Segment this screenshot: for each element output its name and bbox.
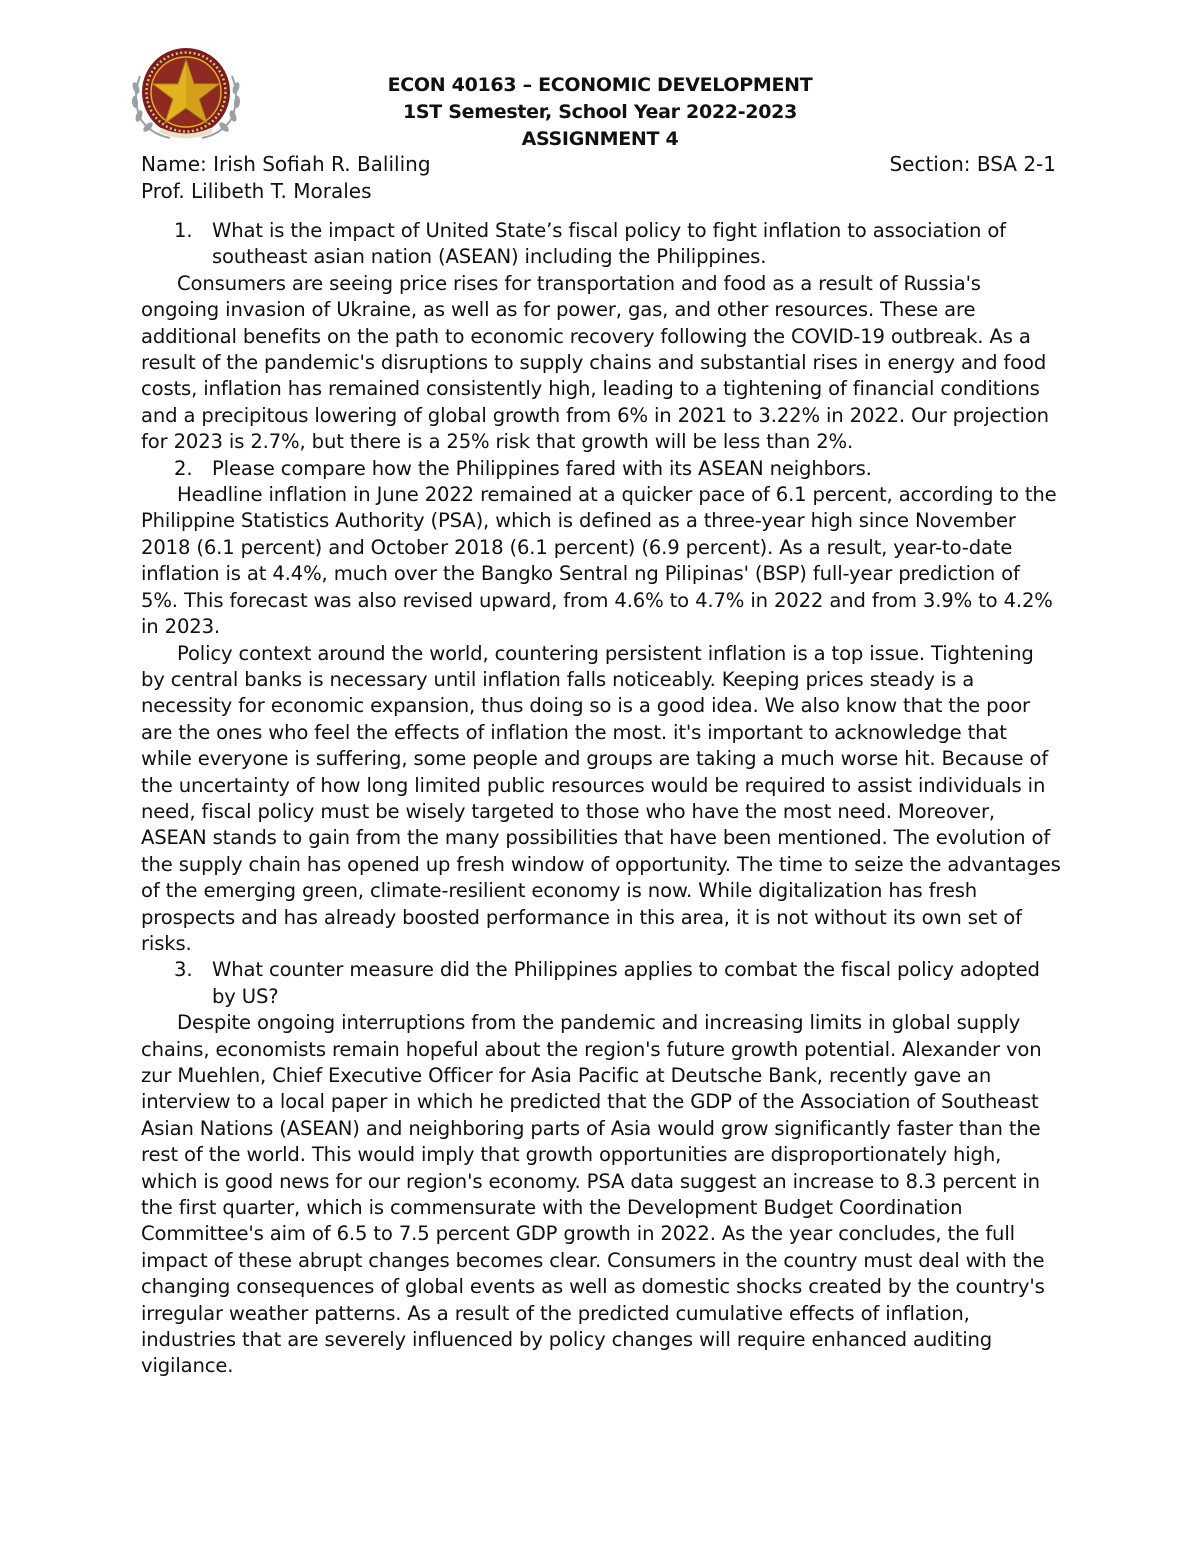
student-info <box>141 151 1056 205</box>
question-text: What is the impact of United State’s fiscal policy to fight inflation to association of southeast asian nation (ASEAN) including the Philippines. <box>212 219 1006 269</box>
answer-paragraph: Despite ongoing interruptions from the pandemic and increasing limits in global supply chains, economists remain hopeful about the region's future growth potential. Alexander von zur Muehlen, Chief Executive Officer for Asia Pacific at Deutsche Bank, recently gave an interview to a local paper in which he predicted that the GDP of the Association of Southeast Asian Nations (ASEAN) and neighboring parts of Asia would grow significantly faster than the rest of the world. This would imply that growth opportunities are disproportionately high, which is good news for our region's economy. PSA data suggest an increase to 8.3 percent in the first quarter, which is commensurate with the Development Budget Coordination Committee's aim of 6.5 to 7.5 percent GDP growth in 2022. As the year concludes, the full impact of these abrupt changes becomes clear. Consumers in the country must deal with the changing consequences of global events as well as domestic shocks created by the country's irregular weather patterns. As a result of the predicted cumulative effects of inflation, industries that are severely influenced by policy changes will require enhanced auditing vigilance. <box>141 1011 1045 1378</box>
answer-paragraph: Consumers are seeing price rises for transportation and food as a result of Russia's ongoing invasion of Ukraine, as well as for power, gas, and other resources. These are additional benefits on the path to economic recovery following the COVID-19 outbreak. As a result of the pandemic's disruptions to supply chains and substantial rises in energy and food costs, inflation has remained consistently high, leading to a tightening of financial conditions and a precipitous lowering of global growth from 6% in 2021 to 3.22% in 2022. Our projection for 2023 is 2.7%, but there is a 25% risk that growth will be less than 2%. <box>141 271 1049 454</box>
course-title: ECON 40163 – ECONOMIC DEVELOPMENT <box>387 74 813 96</box>
question-number: 3. <box>174 958 193 982</box>
assignment-title: ASSIGNMENT 4 <box>521 128 679 150</box>
university-seal-logo <box>126 46 246 142</box>
professor-name: Prof. Lilibeth T. Morales <box>141 179 372 203</box>
student-name: Name: Irish Sofiah R. Baliling <box>141 152 431 176</box>
seal-icon <box>126 46 246 142</box>
question-1 <box>141 218 1061 271</box>
question-3 <box>141 957 1061 1010</box>
question-text: What counter measure did the Philippines applies to combat the fiscal policy adopted by US? <box>212 958 1040 1008</box>
question-text: Please compare how the Philippines fared with its ASEAN neighbors. <box>212 456 872 480</box>
semester-line: 1ST Semester, School Year 2022-2023 <box>403 101 797 123</box>
name-section-row <box>141 151 1056 178</box>
question-number: 2. <box>174 456 193 480</box>
question-number: 1. <box>174 219 193 242</box>
question-2 <box>141 456 1061 482</box>
section-label: Section: BSA 2-1 <box>889 152 1056 176</box>
document-header <box>300 72 900 153</box>
assignment-content <box>141 218 1061 1380</box>
answer-paragraph: Policy context around the world, countering persistent inflation is a top issue. Tightening by central banks is necessary until inflation falls noticeably. Keeping prices steady is a necessity for economic expansion, thus doing so is a good idea. We also know that the poor are the ones who feel the effects of inflation the most. it's important to acknowledge that while everyone is suffering, some people and groups are taking a much worse hit. Because of the uncertainty of how long limited public resources would be required to assist individuals in need, fiscal policy must be wisely targeted to those who have the most need. Moreover, ASEAN stands to gain from the many possibilities that have been mentioned. The evolution of the supply chain has opened up fresh window of opportunity. The time to seize the advantages of the emerging green, climate-resilient economy is now. While digitalization has fresh prospects and has already boosted performance in this area, it is not without its own set of risks. <box>141 641 1061 955</box>
answer-paragraph: Headline inflation in June 2022 remained at a quicker pace of 6.1 percent, according to the Philippine Statistics Authority (PSA), which is defined as a three-year high since November 2018 (6.1 percent) and October 2018 (6.1 percent) (6.9 percent). As a result, year-to-date inflation is at 4.4%, much over the Bangko Sentral ng Pilipinas' (BSP) full-year prediction of 5%. This forecast was also revised upward, from 4.6% to 4.7% in 2022 and from 3.9% to 4.2% in 2023. <box>141 483 1057 639</box>
